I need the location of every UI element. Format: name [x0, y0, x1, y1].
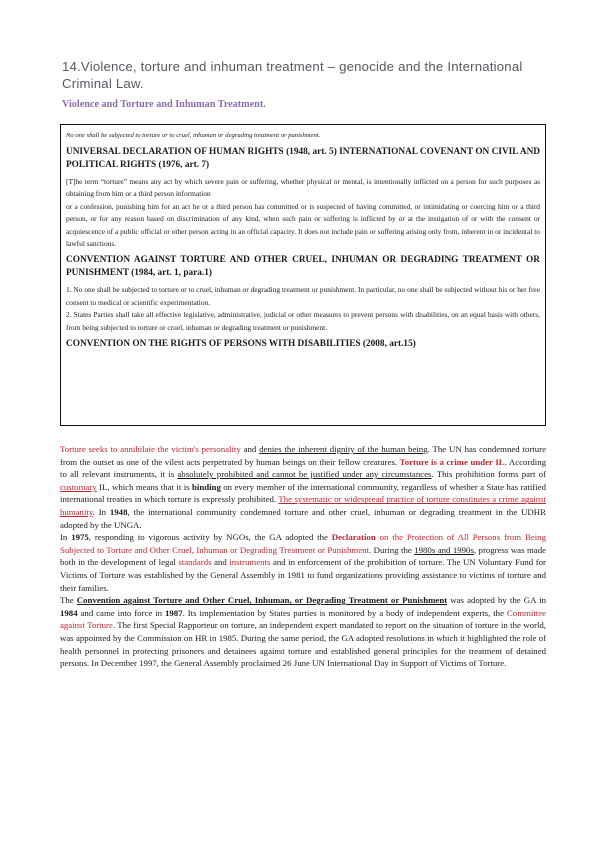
text-run: . The UN has condemned torture from the outset as one of the vilest acts perpetrated by human beings on their fellow creatures. [60, 444, 546, 467]
text-run: . During the [368, 544, 415, 555]
phrase-1980s-1990s: 1980s and 1990s [414, 544, 474, 555]
text-run: , the international community condemned torture and other cruel, inhuman or degrading treatment in the UDHR adopted by the UNGA. [60, 506, 546, 530]
text-run: . In [92, 506, 110, 517]
text-run: and [211, 557, 230, 568]
year-1984: 1984 [60, 607, 78, 618]
body-text [60, 443, 546, 670]
paragraph-3 [60, 594, 546, 670]
text-run: , responding to vigorous activity by NGOs, the GA adopted the [88, 532, 332, 543]
box-note: No one shall be subjected to torture or to cruel, inhuman or degrading treatment or punishment. [66, 132, 321, 139]
text-run: In [60, 532, 72, 543]
year-1948: 1948 [109, 506, 128, 517]
udhr-iccpr-heading: UNIVERSAL DECLARATION OF HUMAN RIGHTS (1948, art. 5) INTERNATIONAL COVENANT ON CIVIL AND POLITICAL RIGHTS (1976, art. 7) [66, 147, 540, 170]
section-subtitle: Violence and Torture and Inhuman Treatment. [62, 99, 266, 110]
text-run: The [60, 595, 77, 606]
phrase-absolutely-prohibited: absolutely prohibited and cannot be justified under any circumstances [177, 469, 432, 480]
text-run: . Its implementation by States parties is monitored by a body of independent experts, the [182, 607, 507, 618]
text-run: , progress was made both in the development of legal [60, 544, 547, 568]
text-run: on every member of the international community, regardless of whether a State has ratified international treaties in which torture is expressly prohibited. [60, 481, 546, 505]
phrase-declaration: Declaration [331, 532, 376, 543]
phrase-convention-against-torture: Convention against Torture and Other Cruel, Inhuman, or Degrading Treatment or Punishment [76, 595, 448, 606]
year-1975: 1975 [71, 532, 89, 543]
crpd-paragraph-1: 1. No one shall be subjected to torture or to cruel, inhuman or degrading treatment or punishment. In particular, no one shall be subjected without his or her free consent to medical or scientific experimentation. [66, 285, 540, 307]
paragraph-1 [60, 443, 546, 531]
paragraph-2 [60, 531, 546, 594]
year-1987: 1987 [165, 607, 183, 618]
phrase-inherent-dignity: denies the inherent dignity of the human being [259, 444, 428, 454]
chapter-title: 14.Violence, torture and inhuman treatment – genocide and the International Criminal Law. [62, 59, 523, 91]
text-run: IL, which means that it is [96, 481, 192, 492]
legal-quotes-box [60, 124, 546, 426]
crpd-paragraph-2: 2. States Parties shall take all effective legislative, administrative, judicial or other measures to prevent persons with disabilities, on an equal basis with others, from being subjected to torture or cruel, inhuman or degrading treatment or punishment. [66, 310, 540, 332]
cat-heading: CONVENTION AGAINST TORTURE AND OTHER CRUEL, INHUMAN OR DEGRADING TREATMENT OR PUNISHMENT (1984, art. 1, para.1) [66, 255, 540, 278]
text-run: and [240, 444, 260, 454]
torture-definition-line: [T]he term “torture” means any act by which severe pain or suffering, whether physical or mental, is intentionally inflicted on a person for such purposes as obtaining from him or a third person information [66, 177, 540, 199]
text-run: . This prohibition forms part of [431, 469, 546, 480]
phrase-customary: customary [60, 481, 97, 492]
phrase-crime-under-il: Torture is a crime under IL [399, 456, 505, 467]
text-run: . According to all relevant instruments, it is [60, 456, 547, 480]
text-run: and came into force in [77, 607, 165, 618]
torture-definition-continued: or a confession, punishing him for an act he or a third person has committed or is suspected of having committed, or intimidating or coercing him or a third person, or for any reason based on discrimination of any kind, when such pain or suffering is inflicted by or at the instigation of or with the consent or acquiescence of a public official or other person acting in an official capacity. It does not include pain or suffering arising only from, inherent in or incidental to lawful sanctions. [66, 201, 540, 249]
crpd-heading: CONVENTION ON THE RIGHTS OF PERSONS WITH DISABILITIES (2008, art.15) [66, 339, 416, 350]
text-run: and in enforcement of the prohibition of torture. The UN Voluntary Fund for Victims of Torture was established by the General Assembly in 1981 to fund organizations providing assistance to victims of torture and their families. [60, 557, 546, 593]
text-run: . The first Special Rapporteur on torture, an independent expert mandated to report on the situation of torture in the world, was appointed by the Commission on HR in 1985. During the same period, the GA adopted resolutions in which it highlighted the role of health personnel in protecting prisoners and detainees against torture and established general principles for the treatment of detained persons. In December 1997, the General Assembly proclaimed 26 June UN International Day in Support of Victims of Torture. [60, 620, 546, 669]
text-run: was adopted by the GA in [447, 595, 546, 606]
phrase-instruments: instruments [229, 557, 271, 568]
phrase-binding: binding [191, 481, 221, 492]
phrase-declaration-title: on the Protection of All Persons from Being Subjected to Torture and Other Cruel, Inhuman or Degrading Treatment or Punishment [60, 532, 546, 555]
phrase-standards: standards [178, 557, 212, 568]
phrase-committee-against-torture: Committee against Torture [60, 607, 547, 631]
phrase-crime-against-humanity: The systematic or widespread practice of torture constitutes a crime against humanity [60, 494, 546, 517]
phrase-annihilate-personality: Torture seeks to annihilate the victim's personality [60, 444, 241, 454]
